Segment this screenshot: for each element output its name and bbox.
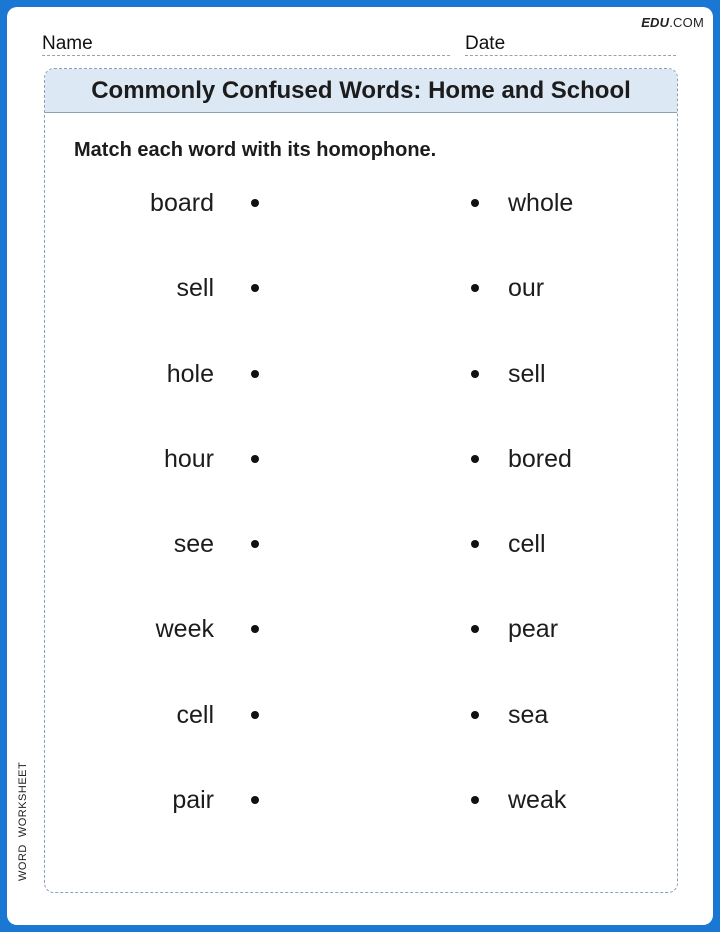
- page-title: Commonly Confused Words: Home and School: [91, 76, 631, 104]
- left-dot[interactable]: [251, 370, 259, 378]
- left-dot[interactable]: [251, 711, 259, 719]
- left-dot[interactable]: [251, 625, 259, 633]
- right-word: whole: [508, 189, 574, 217]
- match-row: [45, 188, 677, 273]
- right-dot[interactable]: [471, 625, 479, 633]
- right-word: sea: [508, 700, 549, 729]
- left-word: board: [150, 189, 214, 217]
- match-row: [45, 444, 677, 529]
- name-label: Name: [42, 33, 93, 54]
- match-row: [45, 359, 677, 444]
- left-word: sell: [176, 274, 214, 303]
- left-dot[interactable]: [251, 796, 259, 804]
- left-word: hour: [163, 444, 214, 473]
- right-dot[interactable]: [471, 199, 479, 207]
- left-word: see: [173, 530, 214, 559]
- side-label: WORDWORKSHEET: [17, 761, 29, 881]
- date-label: Date: [465, 33, 506, 54]
- right-word: cell: [508, 530, 546, 559]
- right-dot[interactable]: [471, 455, 479, 463]
- left-word: pair: [172, 786, 214, 815]
- left-dot[interactable]: [251, 540, 259, 548]
- name-field[interactable]: [42, 33, 450, 56]
- right-word: bored: [508, 444, 572, 473]
- match-row: [45, 529, 677, 614]
- left-dot[interactable]: [251, 284, 259, 292]
- match-row: [45, 273, 677, 358]
- right-dot[interactable]: [471, 284, 479, 292]
- right-dot[interactable]: [471, 711, 479, 719]
- match-row: [45, 785, 677, 870]
- left-dot[interactable]: [251, 455, 259, 463]
- worksheet-page: [7, 7, 713, 925]
- matching-list: [45, 188, 677, 870]
- match-row: [45, 614, 677, 699]
- right-word: sell: [508, 359, 546, 388]
- right-word: our: [508, 274, 545, 303]
- left-dot[interactable]: [251, 199, 259, 207]
- left-word: hole: [166, 359, 214, 388]
- right-dot[interactable]: [471, 370, 479, 378]
- right-dot[interactable]: [471, 796, 479, 804]
- worksheet-panel: [44, 68, 678, 893]
- date-field[interactable]: [465, 33, 676, 56]
- left-word: cell: [176, 700, 214, 729]
- right-word: weak: [508, 786, 567, 815]
- instruction-text: Match each word with its homophone.: [74, 139, 437, 161]
- brand-logo: EDU.COM: [641, 15, 704, 30]
- right-dot[interactable]: [471, 540, 479, 548]
- left-word: week: [155, 615, 214, 644]
- right-word: pear: [508, 615, 559, 644]
- title-banner: [45, 69, 677, 113]
- match-row: [45, 700, 677, 785]
